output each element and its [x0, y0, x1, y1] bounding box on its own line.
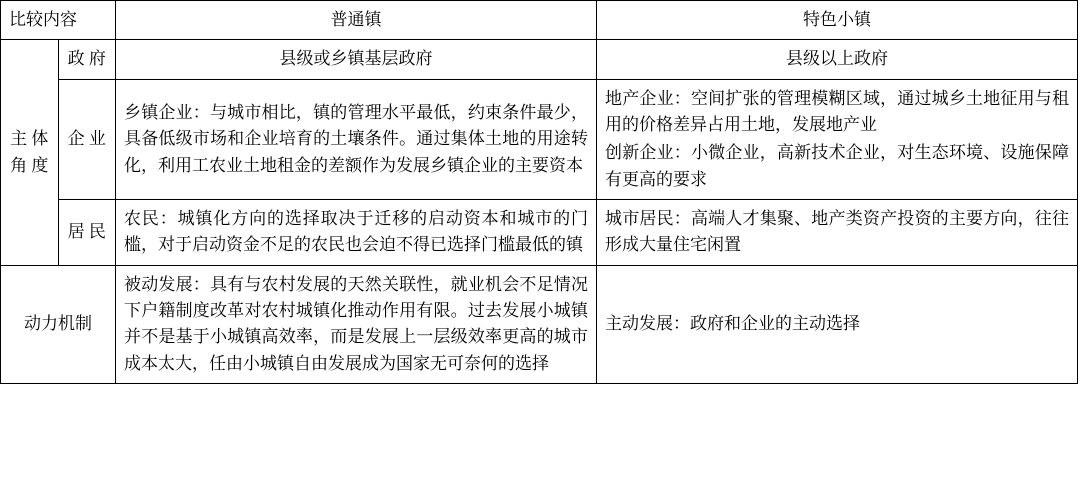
cell-paragraph: 地产企业：空间扩张的管理模糊区域，通过城乡土地征用与租用的价格差异占用土地，发展地产业 — [605, 88, 1069, 135]
row-label-government — [58, 40, 116, 79]
table-row — [1, 79, 1078, 199]
cell-paragraph: 乡镇企业：与城市相比，镇的管理水平最低，约束条件最少，具备低级市场和企业培育的土壤条件。通过集体土地的用途转化，利用工农业土地租金的差额作为发展乡镇企业的主要资本 — [124, 102, 588, 175]
row-label-char: 居 — [67, 222, 85, 242]
group-label-char: 主 — [10, 129, 28, 149]
group-label-char: 体 — [31, 129, 49, 149]
table-header-row — [1, 1, 1078, 40]
row-label-enterprise — [58, 79, 116, 199]
table-row — [1, 265, 1078, 383]
row-label-char: 企 — [67, 129, 85, 149]
header-cell-compare-content: 比较内容 — [1, 1, 116, 40]
cell-ordinary-enterprise — [116, 79, 597, 199]
cell-characteristic-enterprise — [597, 79, 1078, 199]
cell-ordinary-government — [116, 40, 597, 79]
cell-paragraph: 创新企业：小微企业，高新技术企业，对生态环境、设施保障有更高的要求 — [605, 143, 1069, 189]
cell-paragraph: 县级以上政府 — [786, 49, 888, 69]
cell-characteristic-government — [597, 40, 1078, 79]
row-label-char: 政 — [67, 49, 85, 69]
cell-characteristic-residents — [597, 200, 1078, 266]
cell-characteristic-driving-mechanism — [597, 265, 1078, 383]
row-label-char: 民 — [88, 222, 106, 242]
cell-paragraph: 城市居民：高端人才集聚、地产类资产投资的主要方向，往往形成大量住宅闲置 — [605, 209, 1069, 255]
cell-ordinary-driving-mechanism — [116, 265, 597, 383]
row-label-char: 业 — [88, 129, 106, 149]
cell-paragraph: 县级或乡镇基层政府 — [279, 49, 433, 69]
cell-paragraph: 被动发展：具有与农村发展的天然关联性，就业机会不足情况下户籍制度改革对农村城镇化推动作用有限。过去发展小城镇并不是基于小城镇高效率，而是发展上一层级效率更高的城市成本太大，任由小城镇自由发展成为国家无可奈何的选择 — [124, 274, 588, 373]
cell-ordinary-residents — [116, 200, 597, 266]
header-cell-ordinary-town: 普通镇 — [116, 1, 597, 40]
group-label-driving-mechanism: 动力机制 — [1, 265, 116, 383]
row-label-char: 府 — [88, 49, 106, 69]
cell-paragraph: 农民：城镇化方向的选择取决于迁移的启动资本和城市的门槛，对于启动资金不足的农民也会迫不得已选择门槛最低的镇 — [124, 209, 588, 255]
row-label-residents — [58, 200, 116, 266]
table-row — [1, 200, 1078, 266]
group-label-subject-perspective — [1, 40, 59, 265]
cell-paragraph: 主动发展：政府和企业的主动选择 — [605, 314, 860, 334]
header-cell-characteristic-town: 特色小镇 — [597, 1, 1078, 40]
group-label-char: 角 — [10, 155, 28, 175]
table-row — [1, 40, 1078, 79]
group-label-char: 度 — [31, 155, 49, 175]
